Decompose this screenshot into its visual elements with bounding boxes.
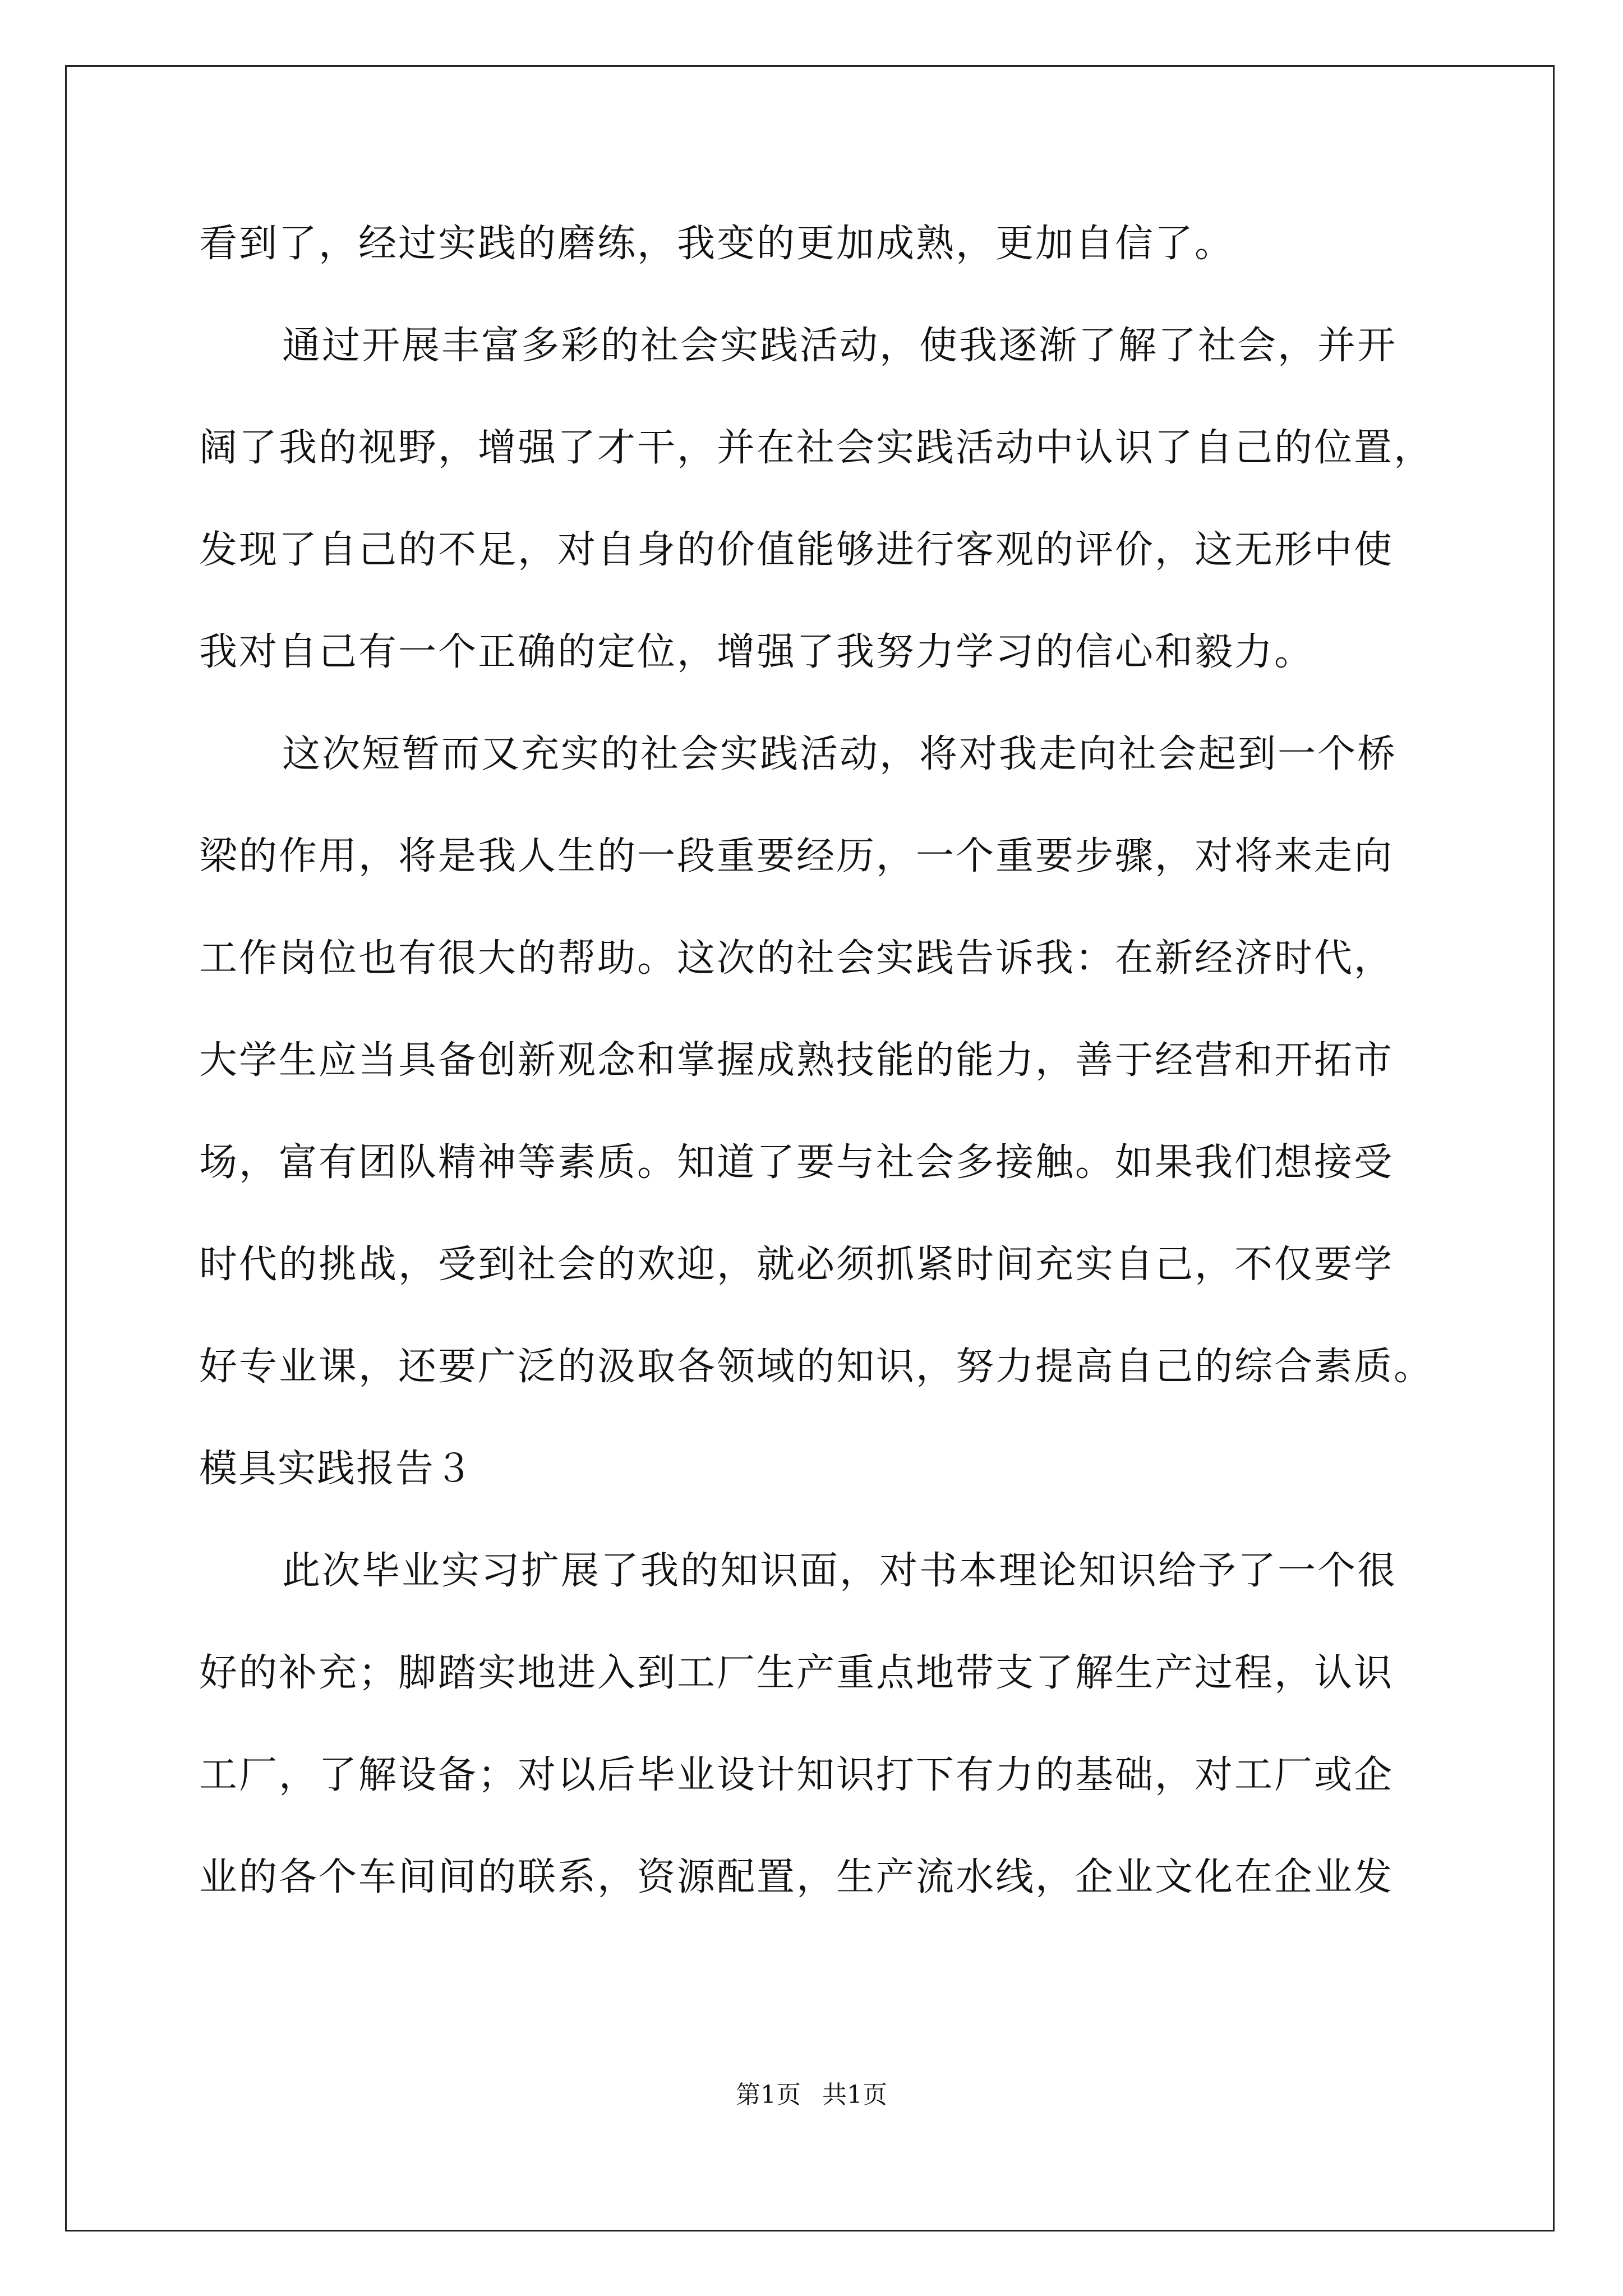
section-heading: 模具实践报告３ — [199, 1447, 474, 1491]
text-line: 大学生应当具备创新观念和掌握成熟技能的能力，善于经营和开拓市 — [199, 1038, 1394, 1083]
page-number: 第1页 — [736, 2081, 801, 2109]
text-line: 业的各个车间间的联系，资源配置，生产流水线，企业文化在企业发 — [199, 1855, 1394, 1899]
page-total: 共1页 — [822, 2081, 887, 2109]
text-line: 发现了自己的不足，对自身的价值能够进行客观的评价，这无形中使 — [199, 528, 1394, 572]
text-line: 看到了，经过实践的磨练，我变的更加成熟，更加自信了。 — [199, 222, 1235, 266]
text-line: 好的补充；脚踏实地进入到工厂生产重点地带支了解生产过程，认识 — [199, 1651, 1394, 1695]
page-footer — [0, 2078, 1623, 2112]
text-line: 好专业课，还要广泛的汲取各领域的知识，努力提高自己的综合素质。 — [199, 1345, 1434, 1389]
paragraph-first-line: 通过开展丰富多彩的社会实践活动，使我逐渐了解了社会，并开 — [282, 324, 1398, 368]
text-line: 场，富有团队精神等素质。知道了要与社会多接触。如果我们想接受 — [199, 1140, 1394, 1185]
text-line: 工作岗位也有很大的帮助。这次的社会实践告诉我：在新经济时代， — [199, 936, 1394, 981]
paragraph-first-line: 此次毕业实习扩展了我的知识面，对书本理论知识给予了一个很 — [282, 1549, 1398, 1593]
text-line: 工厂，了解设备；对以后毕业设计知识打下有力的基础，对工厂或企 — [199, 1753, 1394, 1797]
text-line: 梁的作用，将是我人生的一段重要经历，一个重要步骤，对将来走向 — [199, 834, 1394, 878]
paragraph-first-line: 这次短暂而又充实的社会实践活动，将对我走向社会起到一个桥 — [282, 732, 1398, 776]
text-line: 时代的挑战，受到社会的欢迎，就必须抓紧时间充实自己，不仅要学 — [199, 1243, 1394, 1287]
text-line: 阔了我的视野，增强了才干，并在社会实践活动中认识了自己的位置， — [199, 426, 1434, 470]
text-line: 我对自己有一个正确的定位，增强了我努力学习的信心和毅力。 — [199, 630, 1315, 674]
